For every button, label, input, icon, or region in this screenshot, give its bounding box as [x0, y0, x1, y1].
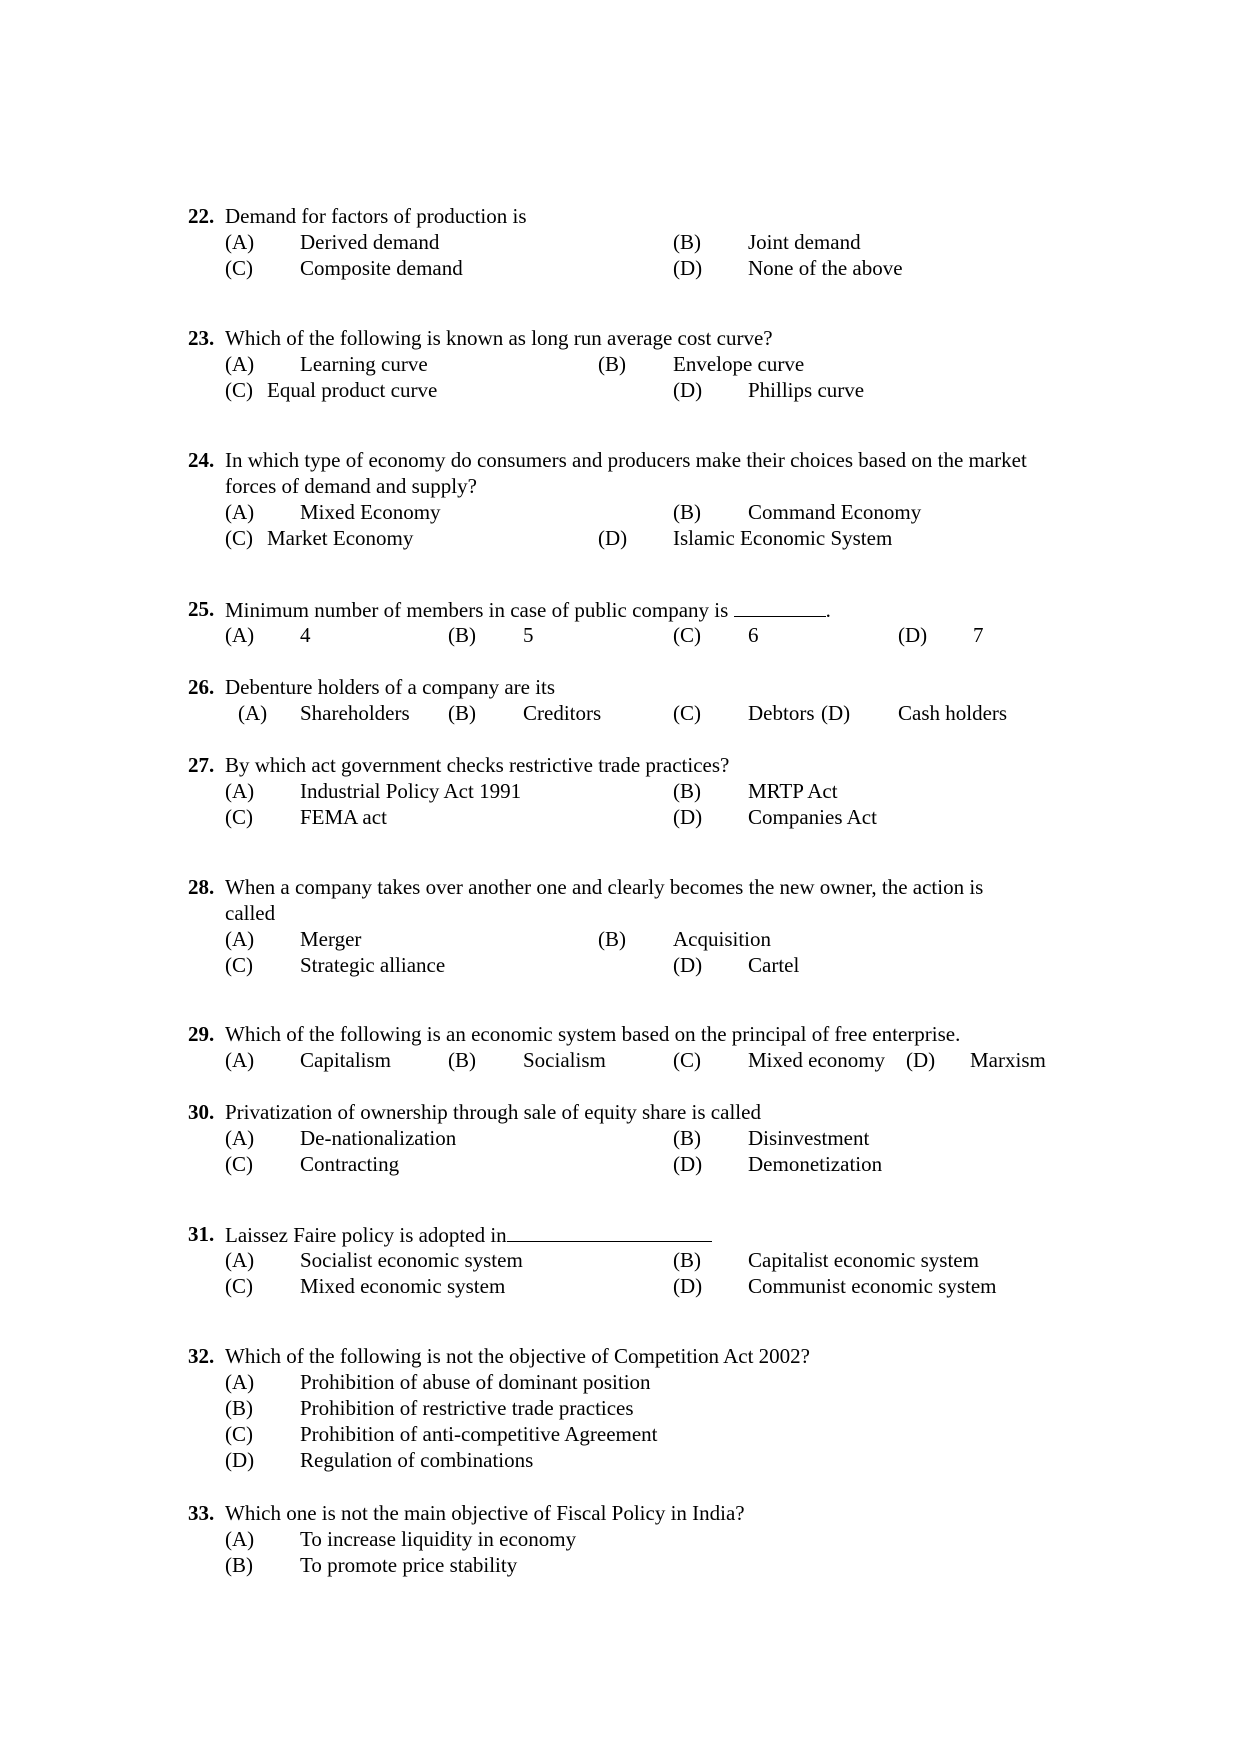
option-a-label: (A): [225, 1527, 255, 1551]
option-c-label: (C): [673, 701, 701, 725]
question-text: Privatization of ownership through sale of equity share is called: [225, 1100, 761, 1124]
option-b-label: (B): [448, 701, 476, 725]
option-c-label: (C): [225, 1152, 253, 1176]
question-23: [188, 325, 1108, 403]
option-b-label: (B): [673, 1126, 701, 1150]
question-number: 24.: [188, 448, 215, 472]
question-26: [188, 674, 1108, 726]
option-b-label: (B): [598, 927, 626, 951]
option-a-label: (A): [225, 230, 255, 254]
option-a-text: Learning curve: [300, 352, 428, 376]
question-22: [188, 203, 1108, 281]
option-b-label: (B): [673, 779, 701, 803]
option-c-label: (C): [673, 1048, 701, 1072]
question-text: In which type of economy do consumers and producers make their choices based on the market: [225, 448, 1027, 472]
option-c-label: (C): [225, 805, 253, 829]
question-text: Minimum number of members in case of public company is: [225, 598, 729, 622]
option-d-label: (D): [821, 701, 851, 725]
option-c-text: Equal product curve: [267, 378, 438, 402]
option-a-text: Shareholders: [300, 701, 410, 725]
question-28: [188, 874, 1108, 978]
option-d-text: Islamic Economic System: [673, 526, 893, 550]
question-text: Debenture holders of a company are its: [225, 675, 556, 699]
option-d-label: (D): [673, 256, 703, 280]
option-b-text: To promote price stability: [300, 1553, 518, 1577]
question-29: [188, 1021, 1108, 1073]
question-text: Demand for factors of production is: [225, 204, 527, 228]
question-number: 32.: [188, 1344, 215, 1368]
question-number: 28.: [188, 875, 215, 899]
option-d-text: 7: [973, 623, 984, 647]
option-a-label: (A): [225, 500, 255, 524]
option-c-label: (C): [673, 623, 701, 647]
option-d-text: Cash holders: [898, 701, 1008, 725]
option-d-text: Regulation of combinations: [300, 1448, 534, 1472]
option-b-label: (B): [598, 352, 626, 376]
question-text: Which of the following is known as long run average cost curve?: [225, 326, 773, 350]
question-text: Which of the following is an economic system based on the principal of free enterprise.: [225, 1022, 961, 1046]
question-number: 25.: [188, 597, 215, 621]
option-b-text: Prohibition of restrictive trade practices: [300, 1396, 634, 1420]
option-c-label: (C): [225, 526, 253, 550]
option-c-text: Debtors: [748, 701, 815, 725]
option-c-label: (C): [225, 378, 253, 402]
option-d-label: (D): [673, 953, 703, 977]
question-27: [188, 752, 1108, 830]
option-b-label: (B): [225, 1553, 253, 1577]
question-31: [188, 1221, 1108, 1299]
option-d-label: (D): [225, 1448, 255, 1472]
option-c-text: Prohibition of anti-competitive Agreement: [300, 1422, 658, 1446]
question-number: 29.: [188, 1022, 215, 1046]
option-d-text: Communist economic system: [748, 1274, 997, 1298]
option-d-text: Cartel: [748, 953, 800, 977]
option-b-label: (B): [448, 623, 476, 647]
option-d-text: Companies Act: [748, 805, 877, 829]
option-c-label: (C): [225, 1422, 253, 1446]
option-d-label: (D): [673, 1152, 703, 1176]
option-b-label: (B): [448, 1048, 476, 1072]
option-a-text: Industrial Policy Act 1991: [300, 779, 522, 803]
option-d-label: (D): [906, 1048, 936, 1072]
option-c-text: Mixed economic system: [300, 1274, 506, 1298]
question-33: [188, 1500, 1108, 1578]
question-30: [188, 1099, 1108, 1177]
option-c-text: Composite demand: [300, 256, 463, 280]
option-a-label: (A): [225, 779, 255, 803]
option-d-label: (D): [673, 378, 703, 402]
answer-blank: [734, 596, 826, 617]
question-number: 33.: [188, 1501, 215, 1525]
option-c-label: (C): [225, 256, 253, 280]
option-a-text: Merger: [300, 927, 362, 951]
option-a-label: (A): [238, 701, 268, 725]
option-a-label: (A): [225, 1048, 255, 1072]
question-24: [188, 447, 1108, 551]
option-d-text: Marxism: [970, 1048, 1046, 1072]
answer-blank: [507, 1221, 712, 1242]
option-c-text: Market Economy: [267, 526, 414, 550]
question-32: [188, 1343, 1108, 1473]
option-a-label: (A): [225, 927, 255, 951]
option-a-text: Derived demand: [300, 230, 440, 254]
question-text: When a company takes over another one and clearly becomes the new owner, the action is: [225, 875, 984, 899]
option-b-text: Command Economy: [748, 500, 922, 524]
option-d-text: Phillips curve: [748, 378, 865, 402]
option-a-text: 4: [300, 623, 311, 647]
option-b-text: Joint demand: [748, 230, 861, 254]
option-b-text: Creditors: [523, 701, 602, 725]
option-c-text: 6: [748, 623, 759, 647]
option-b-label: (B): [673, 500, 701, 524]
option-a-label: (A): [225, 1248, 255, 1272]
option-a-label: (A): [225, 352, 255, 376]
question-text-continued: forces of demand and supply?: [225, 474, 477, 498]
option-a-text: Prohibition of abuse of dominant position: [300, 1370, 651, 1394]
option-c-text: Mixed economy: [748, 1048, 886, 1072]
question-text: Laissez Faire policy is adopted in: [225, 1223, 507, 1247]
option-d-label: (D): [598, 526, 628, 550]
option-c-text: FEMA act: [300, 805, 387, 829]
option-d-label: (D): [898, 623, 928, 647]
option-a-text: De-nationalization: [300, 1126, 457, 1150]
question-number: 27.: [188, 753, 215, 777]
option-b-text: 5: [523, 623, 534, 647]
option-d-label: (D): [673, 805, 703, 829]
option-c-label: (C): [225, 953, 253, 977]
question-number: 22.: [188, 204, 215, 228]
option-b-text: MRTP Act: [748, 779, 838, 803]
option-d-text: None of the above: [748, 256, 903, 280]
option-a-text: Mixed Economy: [300, 500, 441, 524]
question-end-period: .: [825, 598, 831, 622]
question-text-continued: called: [225, 901, 276, 925]
question-number: 23.: [188, 326, 215, 350]
question-text: By which act government checks restrictive trade practices?: [225, 753, 730, 777]
option-b-text: Disinvestment: [748, 1126, 870, 1150]
option-b-label: (B): [673, 1248, 701, 1272]
option-d-text: Demonetization: [748, 1152, 883, 1176]
option-b-text: Capitalist economic system: [748, 1248, 979, 1272]
option-d-label: (D): [673, 1274, 703, 1298]
option-a-text: Capitalism: [300, 1048, 391, 1072]
question-text: Which one is not the main objective of Fiscal Policy in India?: [225, 1501, 745, 1525]
option-c-label: (C): [225, 1274, 253, 1298]
option-b-label: (B): [673, 230, 701, 254]
question-number: 26.: [188, 675, 215, 699]
option-a-text: To increase liquidity in economy: [300, 1527, 577, 1551]
question-number: 30.: [188, 1100, 215, 1124]
question-number: 31.: [188, 1222, 215, 1246]
option-a-label: (A): [225, 1370, 255, 1394]
option-b-text: Envelope curve: [673, 352, 805, 376]
option-c-text: Strategic alliance: [300, 953, 446, 977]
question-25: [188, 596, 1108, 648]
option-a-label: (A): [225, 1126, 255, 1150]
option-c-text: Contracting: [300, 1152, 400, 1176]
question-text: Which of the following is not the objective of Competition Act 2002?: [225, 1344, 810, 1368]
option-b-label: (B): [225, 1396, 253, 1420]
option-b-text: Acquisition: [673, 927, 771, 951]
option-a-text: Socialist economic system: [300, 1248, 523, 1272]
option-a-label: (A): [225, 623, 255, 647]
option-b-text: Socialism: [523, 1048, 606, 1072]
